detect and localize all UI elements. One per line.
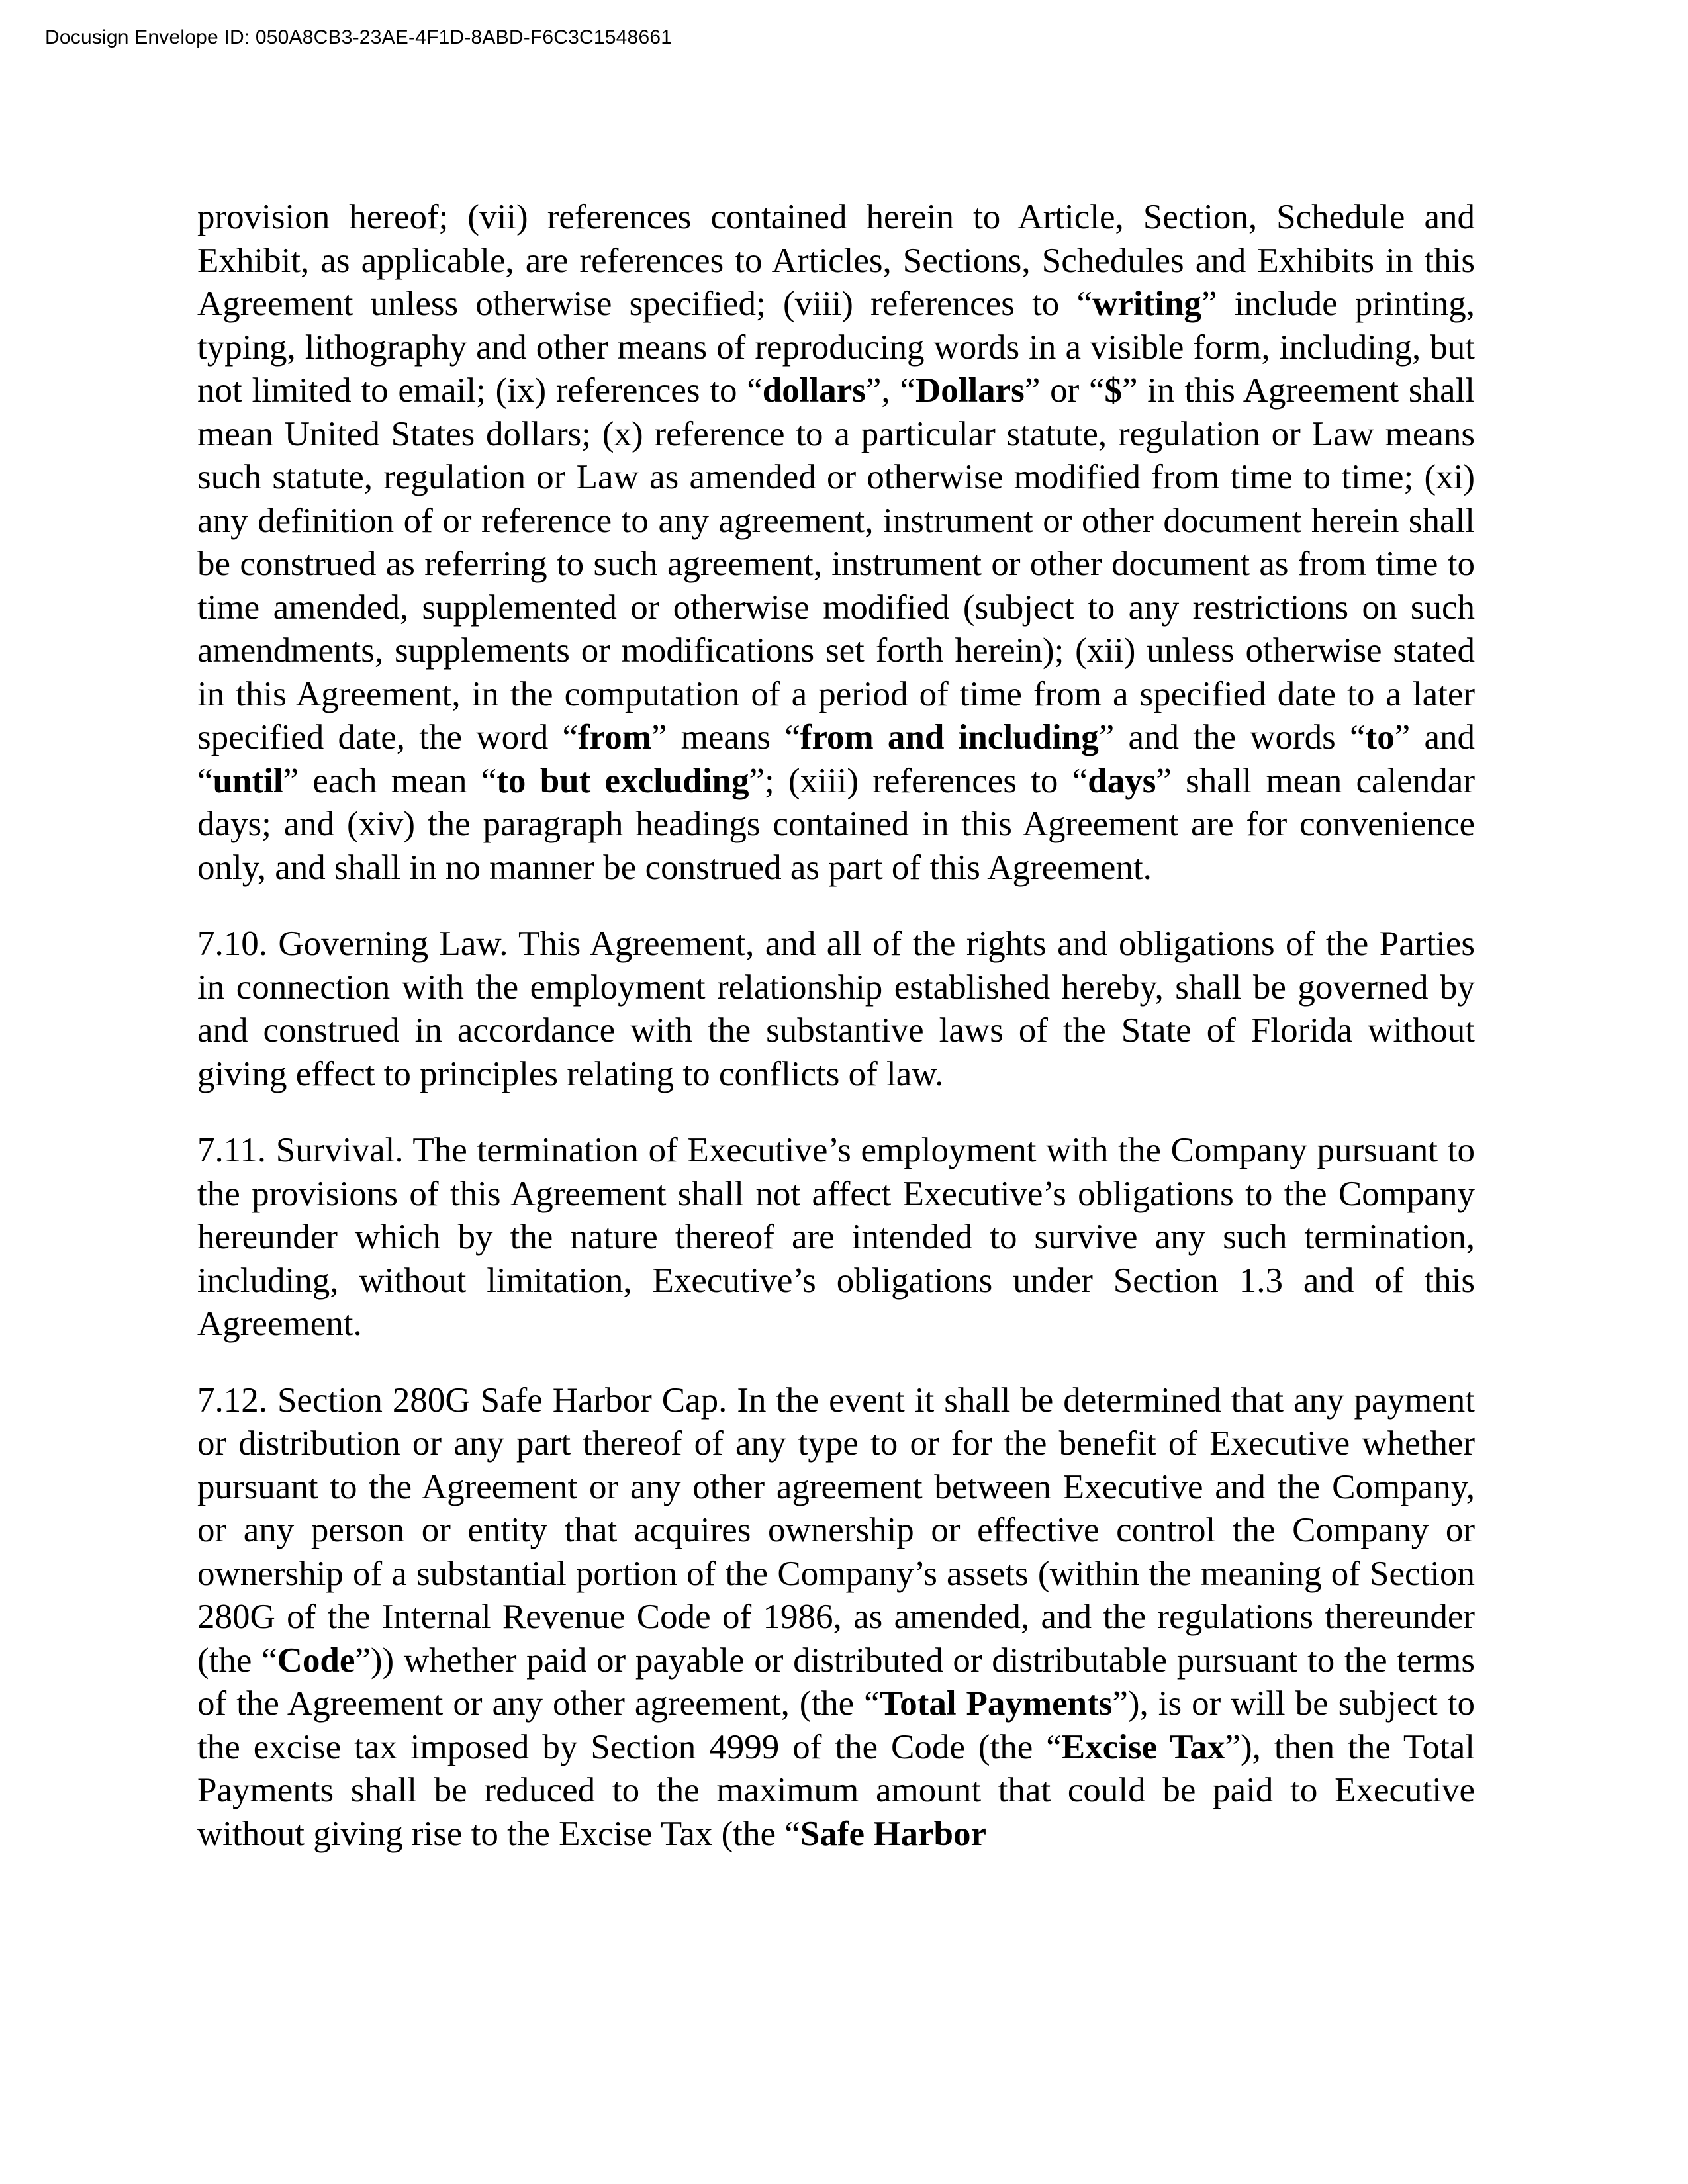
defined-term-writing: writing xyxy=(1092,285,1201,323)
defined-term-from: from xyxy=(577,718,651,756)
text-run: ” means “ xyxy=(651,718,800,756)
defined-term-dollars: dollars xyxy=(762,371,866,410)
defined-term-to-but-excluding: to but excluding xyxy=(496,761,749,800)
section-7-10-governing-law: 7.10. Governing Law. This Agreement, and all of the rights and obligations of the Parties in connection with the employment relationship established hereby, shall be governed by and construed in accordance with the substantive laws of the State of Florida without giving effect to principles relating to conflicts of law. xyxy=(197,925,1475,1093)
defined-term-days: days xyxy=(1088,761,1156,800)
text-run: ”; (xiii) references to “ xyxy=(749,761,1088,800)
text-run: provision hereof; (vii) references contained herein to Article, Section, Schedule and Exhibit, as applicable, are references to Articles, Sections, Schedules and Exhibits in this Agreement unless otherwise specified; (viii) references to “ xyxy=(197,198,1475,323)
text-run: ” each mean “ xyxy=(283,761,497,800)
text-run: ”), then the Total Payments shall be reduced to the maximum amount that could be paid to Executive without giving rise to the Excise Tax (the “ xyxy=(197,1727,1475,1853)
defined-term-safe-harbor: Safe Harbor xyxy=(800,1814,986,1853)
text-run: ” and “ xyxy=(197,718,1475,800)
docusign-envelope-id: Docusign Envelope ID: 050A8CB3-23AE-4F1D-8ABD-F6C3C1548661 xyxy=(45,26,673,48)
defined-term-from-and-including: from and including xyxy=(800,718,1099,756)
text-run: ”), is or will be subject to the excise tax imposed by Section 4999 of the Code (the “ xyxy=(197,1684,1475,1766)
defined-term-dollar-sign: $ xyxy=(1104,371,1123,410)
text-run: ” and the words “ xyxy=(1098,718,1366,756)
defined-term-to: to xyxy=(1365,718,1395,756)
text-run: ” or “ xyxy=(1024,371,1105,410)
paragraph-interpretation-continued xyxy=(197,196,1475,889)
section-7-11-survival: 7.11. Survival. The termination of Executive’s employment with the Company pursuant to the provisions of this Agreement shall not affect Executive’s obligations to the Company hereunder which by the nature thereof are intended to survive any such termination, including, without limitation, Executive’s obligations under Section 1.3 and of this Agreement. xyxy=(197,1131,1475,1343)
defined-term-until: until xyxy=(212,761,283,800)
text-run: ” shall mean calendar days; and (xiv) the paragraph headings contained in this Agreement are for convenience only, and shall in no manner be construed as part of this Agreement. xyxy=(197,761,1475,887)
text-run: ” include printing, typing, lithography and other means of reproducing words in a visible form, including, but not limited to email; (ix) references to “ xyxy=(197,285,1475,410)
text-run: ”, “ xyxy=(865,371,915,410)
defined-term-dollars-capital: Dollars xyxy=(915,371,1025,410)
text-run: ”)) whether paid or payable or distributed or distributable pursuant to the terms of the Agreement or any other agreement, (the “ xyxy=(197,1641,1475,1723)
defined-term-total-payments: Total Payments xyxy=(879,1684,1113,1723)
text-run: 7.12. Section 280G Safe Harbor Cap. In the event it shall be determined that any payment or distribution or any part thereof of any type to or for the benefit of Executive whether pursuant to the Agreement or any other agreement between Executive and the Company, or any person or entity that acquires ownership or effective control the Company or ownership of a substantial portion of the Company’s assets (within the meaning of Section 280G of the Internal Revenue Code of 1986, as amended, and the regulations thereunder (the “ xyxy=(197,1381,1475,1680)
defined-term-code: Code xyxy=(277,1641,355,1680)
section-7-12-safe-harbor-cap xyxy=(197,1379,1475,1856)
text-run: ” in this Agreement shall mean United States dollars; (x) reference to a particular statute, regulation or Law means such statute, regulation or Law as amended or otherwise modified from time to time; (xi) any definition of or reference to any agreement, instrument or other document herein shall be construed as referring to such agreement, instrument or other document as from time to time amended, supplemented or otherwise modified (subject to any restrictions on such amendments, supplements or modifications set forth herein); (xii) unless otherwise stated in this Agreement, in the computation of a period of time from a specified date to a later specified date, the word “ xyxy=(197,371,1475,756)
defined-term-excise-tax: Excise Tax xyxy=(1061,1727,1225,1766)
document-body xyxy=(197,196,1475,1889)
